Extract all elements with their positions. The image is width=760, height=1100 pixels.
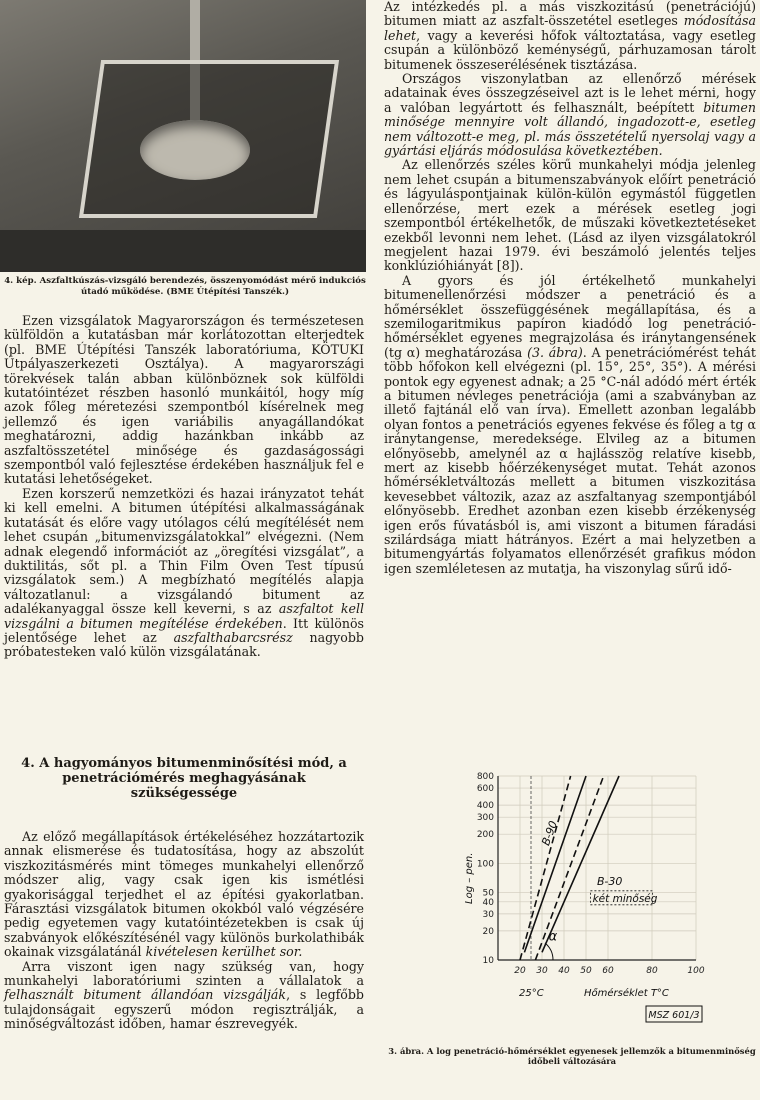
y-tick-label: 200 [476,830,494,841]
x-tick-label: 30 [536,966,548,976]
x-tick-label: 40 [558,966,570,976]
left-column [0,0,368,1100]
x-tick-label: 50 [580,966,592,976]
y-tick-label: 30 [482,909,494,920]
series-label-b30: B-30 [597,874,623,888]
chart-lines [520,776,619,960]
x-tick-label: 60 [602,966,614,976]
figure4-caption: 4. kép. Aszfaltkúszás-vizsgáló berendezés, összenyomódást mérő indukciós útadó működése. (BME Útépítési Tanszék.) [4,276,366,297]
x-marker-label: 25°C [519,988,544,999]
figure3-caption: 3. ábra. A log penetráció-hőmérséklet egyenesek jellemzők a bitumenminőség időbeli változására [388,1046,756,1066]
y-axis-label: Log – pen. [464,852,475,904]
section-title: 4. A hagyományos bitumenminősítési mód, a penetrációmérés meghagyásának szükségessége [21,756,347,801]
right-text-block [384,0,756,576]
series-line [520,776,571,960]
y-tick-label: 20 [482,926,494,937]
annotation-label: két minőség [592,892,658,905]
left-text-block-1 [4,314,364,660]
paragraph: Az ellenőrzés széles körű munkahelyi módja jelenleg nem lehet csupán a bitumenszabványok előírt penetráció és lágyuláspontjainak külön-külön egymástól független ellenőrzése, mert ezek a mérések esetleg jogi szempontból értékelhetők, de műszaki következtetéseket ezekből levonni nem lehet. (Lásd az ilyen vizsgálatokról megjelent hazai 1979. évi beszámoló jelentés teljes konklúzióhiányát [8]). [384,157,756,274]
x-axis-label: Hőmérséklet T°C [584,988,669,999]
y-tick-label: 300 [476,813,494,824]
y-tick-label: 800 [476,772,494,782]
y-tick-label: 10 [482,956,494,966]
left-text-block-2 [4,830,364,1032]
chart-labels [464,772,705,1022]
alpha-arc [545,943,553,960]
paragraph: A gyors és jól értékelhető munkahelyi bitumenellenőrzési módszer a penetráció és a hőmérséklet összefüggésének megállapítása, és a szemilogaritmikus papíron kiadódó log penetráció-hőmérséklet egyenes megrajzolása és iránytangensének (tg α) meghatározása (3. ábra). A penetrációmérést tehát több hőfokon kell elvégezni (pl. 15°, 25°, 35°). A mérési pontok egy egyenest adnak; a 25 °C-nál adódó mért érték a bitumen névleges penetrációja (ami a szabványban az illető fajtánál elő van írva). Emellett azonban legalább olyan fontos a penetrációs egyenes fekvése és főleg a tg α iránytangense, meredeksége. Elvileg az a bitumen előnyösebb, amelynél az α hajlásszög relatíve kisebb, mert az kisebb hőérzékenységet mutat. Tehát azonos hőmérsékletváltozás mellett a bitumen viszkozitása kevesebbet változik, azaz az aszfaltanyag szempontjából előnyösebb. Eredhet azonban ezen kisebb érzékenység igen erős fúvatásból is, ami viszont a bitumen fáradási szilárdsága miatt hátrányos. Ezért a mai helyzetben a bitumengyártás folyamatos ellenőrzését grafikus módon igen szemléletesen az mutatja, ha viszonylag sűrű idő- [384,272,756,576]
paragraph: Az intézkedés pl. a más viszkozitású (penetrációjú) bitumen miatt az aszfalt-összetétel esetleges módosítása lehet, vagy a keverési hőfok változtatása, vagy esetleg csupán a különböző keménységű, párhuzamosan tárolt bitumenek összeserélésének tisztázása. [384,0,756,72]
apparatus-bowl [140,120,250,180]
alpha-label: α [548,929,558,945]
y-tick-label: 600 [476,784,494,795]
paragraph: Országos viszonylatban az ellenőrző mérések adatainak éves összegzéseivel azt is le lehet mérni, hogy a valóban legyártott és felhasznált, beépített bitumen minősége mennyire volt állandó, ingadozott-e, esetleg nem változott-e meg, pl. más összetételű nyersolaj vagy a gyártási eljárás módosulása következtében. [384,71,756,159]
series-line [535,776,603,960]
x-tick-label: 20 [514,966,526,976]
y-tick-label: 50 [482,888,494,899]
series-label-b90: B-90 [539,819,561,848]
penetration-chart [456,764,756,1044]
y-tick-label: 400 [476,801,494,812]
y-tick-label: 100 [476,859,494,870]
apparatus-base [0,230,366,272]
stamp-label: MSZ 601/3 [648,1010,700,1021]
paragraph: Arra viszont igen nagy szükség van, hogy munkahelyi laboratóriumi szinten a vállalatok a felhasznált bitument állandóan vizsgálják, s legfőbb tulajdonságait egyszerű módon regisztrálják, a minőségváltozást időben, hamar észrevegyék. [4,958,364,1032]
series-line [542,776,619,952]
x-tick-label: 100 [687,966,705,976]
y-tick-label: 40 [482,897,494,908]
paragraph: Ezen vizsgálatok Magyarországon és természetesen külföldön a kutatásban már korlátozottan elterjedtek (pl. BME Útépítési Tanszék laboratóriuma, KÖTUKI Útpályaszerkezeti Osztálya). A magyarországi törekvések talán abban különböznek sok külföldi kutatóintézet részben hasonló munkáitól, hogy míg azok főleg méretezési szempontból kísérelnek meg jellemző és igen variábilis anyagállandókat meghatározni, addig hazánkban inkább az aszfaltösszetétel minősége és gazdaságossági szempontból való fejlesztése érdekében használjuk fel e kutatási lehetőségeket. [4,313,364,487]
apparatus-photo [0,0,366,272]
x-tick-label: 80 [646,966,658,976]
right-column [384,0,756,1100]
paragraph: Az előző megállapítások értékeléséhez hozzátartozik annak elismerése és tudatosítása, hogy az abszolút viszkozitásmérés mint tömeges munkahelyi ellenőrző módszer alig, vagy csak igen kis ismétlési gyakorisággal terjedhet el az építési gyakorlatban. Fárasztási vizsgálatok bitumen okokból való végzésére pedig egyetemen vagy kutatóintézetekben is csak új szabványok előkészítésénél vagy különös burkolathibák okainak vizsgálatánál kivételesen kerülhet sor. [4,829,364,960]
paragraph: Ezen korszerű nemzetközi és hazai irányzatot tehát ki kell emelni. A bitumen útépítési alkalmasságának kutatását és előre vagy utólagos célú megítélését nem lehet csupán „bitumenvizsgálatokkal” elvégezni. (Nem adnak elegendő információt az „öregítési vizsgálat”, a duktilitás, sőt pl. a Thin Film Oven Test típusú vizsgálatok sem.) A megbízható megítélés alapja változatlanul: a vizsgálandó bitument az adalékanyaggal össze kell keverni, s az aszfaltot kell vizsgálni a bitumen megítélése érdekében. Itt különös jelentősége lehet az aszfalthabarcsrész nagyobb próbatesteken való külön vizsgálatának. [4,485,364,660]
series-line [524,776,586,952]
